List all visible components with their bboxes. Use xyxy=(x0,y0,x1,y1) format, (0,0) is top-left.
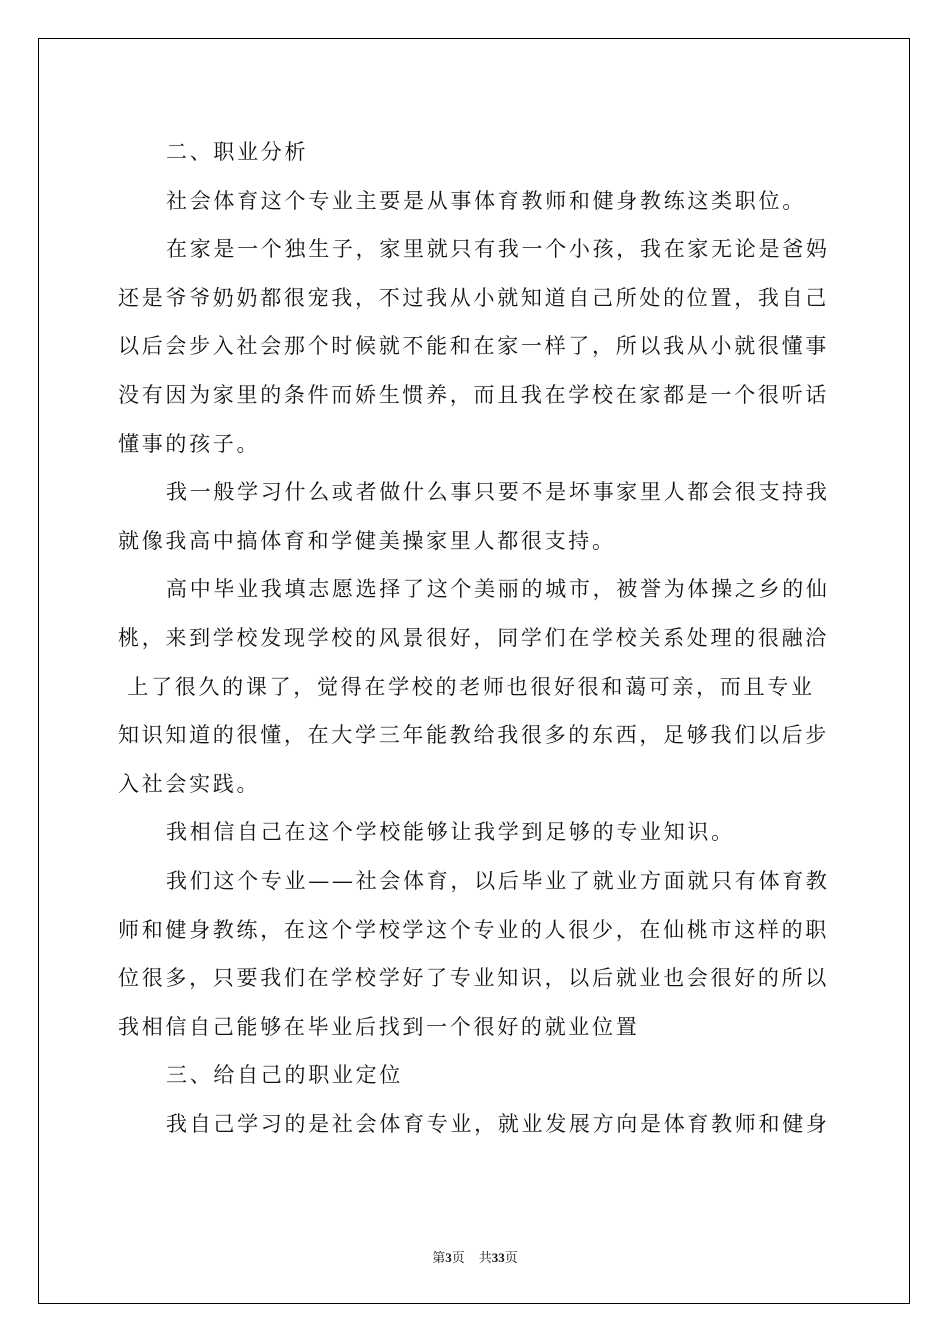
document-body xyxy=(118,128,838,1148)
text-line: 位很多，只要我们在学校学好了专业知识，以后就业也会很好的所以 xyxy=(118,966,829,991)
total-suffix: 页 xyxy=(504,1250,518,1265)
text-line: 入社会实践。 xyxy=(118,771,261,796)
text-line: 我们这个专业——社会体育，以后毕业了就业方面就只有体育教 xyxy=(166,868,830,893)
total-prefix: 共 xyxy=(478,1250,492,1265)
text-line: 二、职业分析 xyxy=(166,140,309,164)
paragraph xyxy=(118,565,838,808)
text-line: 没有因为家里的条件而娇生惯养，而且我在学校在家都是一个很听话 xyxy=(118,382,829,407)
text-line: 还是爷爷奶奶都很宠我，不过我从小就知道自己所处的位置，我自己 xyxy=(118,285,829,310)
section-heading xyxy=(118,128,838,177)
text-line: 我自己学习的是社会体育专业，就业发展方向是体育教师和健身 xyxy=(166,1111,830,1136)
text-line: 懂事的孩子。 xyxy=(118,431,261,456)
page-footer xyxy=(0,1247,950,1266)
text-line: 我相信自己能够在毕业后找到一个很好的就业位置 xyxy=(118,1014,640,1039)
section-heading xyxy=(118,1051,838,1100)
text-line: 在家是一个独生子，家里就只有我一个小孩，我在家无论是爸妈 xyxy=(166,237,830,262)
text-line: 三、给自己的职业定位 xyxy=(166,1063,403,1088)
page-suffix: 页 xyxy=(451,1250,465,1265)
paragraph xyxy=(118,808,838,857)
paragraph xyxy=(118,225,838,468)
text-line: 就像我高中搞体育和学健美操家里人都很支持。 xyxy=(118,528,616,553)
text-line: 我一般学习什么或者做什么事只要不是坏事家里人都会很支持我 xyxy=(166,480,830,505)
text-line: 我相信自己在这个学校能够让我学到足够的专业知识。 xyxy=(166,820,735,845)
text-line: 以后会步入社会那个时候就不能和在家一样了，所以我从小就很懂事 xyxy=(118,334,829,359)
paragraph xyxy=(118,1100,838,1149)
paragraph xyxy=(118,177,838,226)
current-page-number: 3 xyxy=(445,1250,452,1265)
text-line: 上了很久的课了，觉得在学校的老师也很好很和蔼可亲，而且专业 xyxy=(118,674,815,699)
total-pages-number: 33 xyxy=(491,1250,505,1265)
page-prefix: 第 xyxy=(432,1250,446,1265)
paragraph xyxy=(118,857,838,1051)
text-line: 高中毕业我填志愿选择了这个美丽的城市，被誉为体操之乡的仙 xyxy=(166,577,830,602)
text-line: 社会体育这个专业主要是从事体育教师和健身教练这类职位。 xyxy=(166,188,806,213)
text-line: 桃，来到学校发现学校的风景很好，同学们在学校关系处理的很融洽 xyxy=(118,625,829,650)
text-line: 师和健身教练，在这个学校学这个专业的人很少，在仙桃市这样的职 xyxy=(118,917,829,942)
paragraph xyxy=(118,468,838,565)
text-line: 知识知道的很懂，在大学三年能教给我很多的东西，足够我们以后步 xyxy=(118,723,829,748)
